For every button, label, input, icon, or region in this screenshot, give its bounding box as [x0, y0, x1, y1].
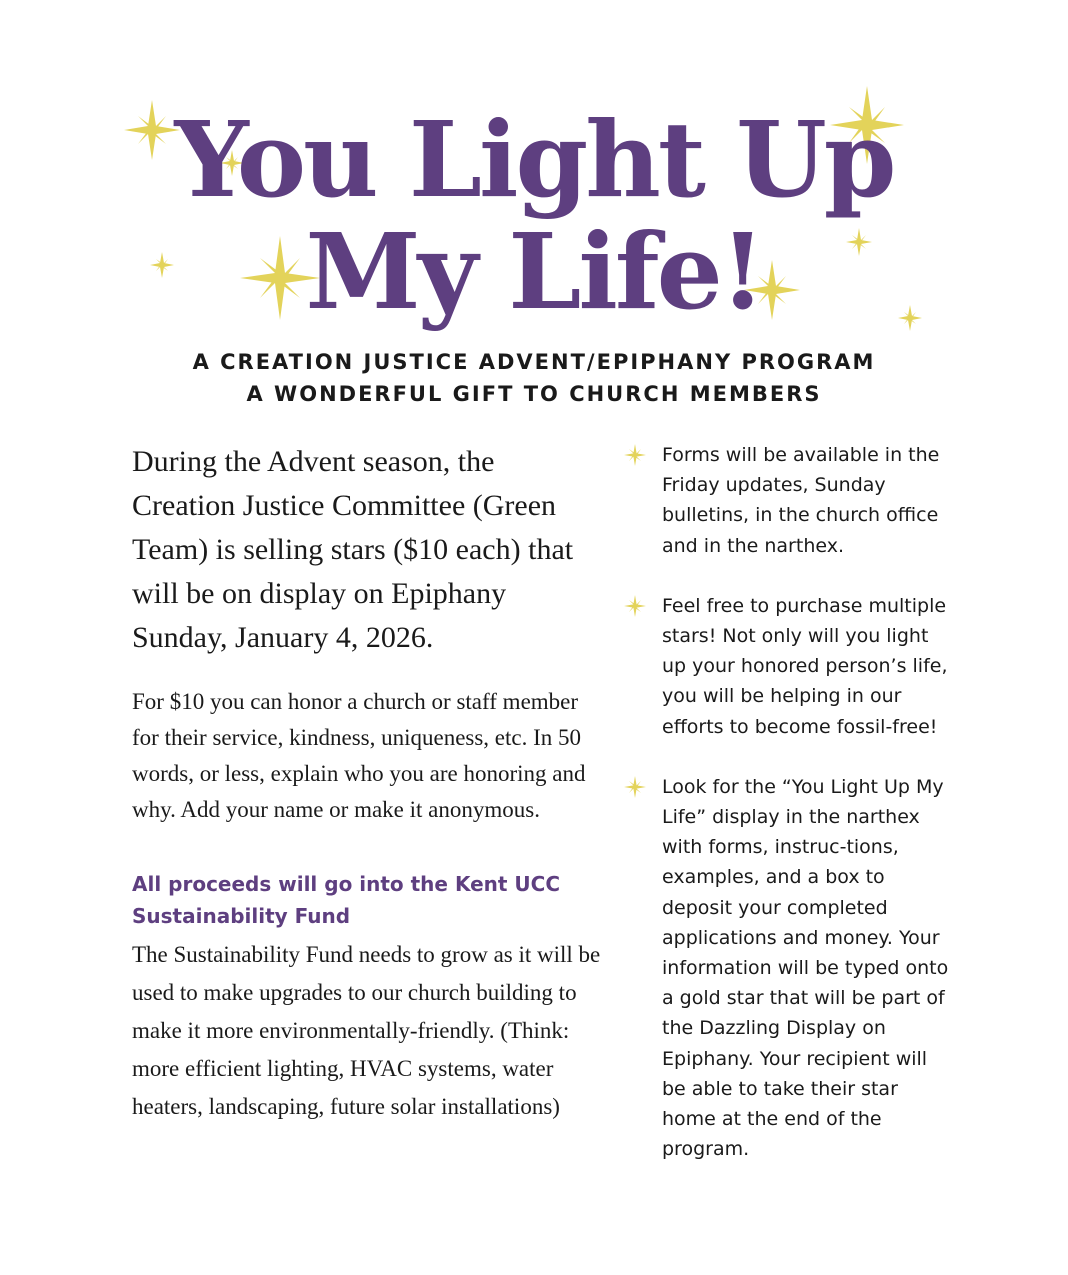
bullet-item	[622, 440, 952, 561]
bullet-text: Look for the “You Light Up My Life” display in the narthex with forms, instruc-tions, examples, and a box to deposit your completed applications and money. Your information will be typed onto a gold star that will be part of the Dazzling Display on Epiphany. Your recipient will be able to take their star home at the end of the program.	[662, 775, 949, 1161]
right-column	[622, 440, 952, 1194]
sparkle-bullet-icon	[624, 444, 646, 466]
title-line-1: You Light Up	[174, 98, 894, 221]
subtitle-line-1: A CREATION JUSTICE ADVENT/EPIPHANY PROGRAM	[192, 350, 876, 374]
bullet-text: Feel free to purchase multiple stars! Not only will you light up your honored person’s life, you will be helping in our efforts to become fossil-free!	[662, 594, 948, 738]
bullet-item	[622, 591, 952, 742]
bullet-text: Forms will be available in the Friday updates, Sunday bulletins, in the church office and in the narthex.	[662, 444, 940, 557]
left-column	[132, 440, 602, 1126]
title-line-2: My Life!	[305, 210, 763, 333]
sparkle-bullet-icon	[624, 595, 646, 617]
fund-paragraph: The Sustainability Fund needs to grow as it will be used to make upgrades to our church building to make it more environmentally-friendly. (Think: more efficient lighting, HVAC systems, water heaters, landscaping, future solar installations)	[132, 942, 601, 1119]
intro-paragraph: During the Advent season, the Creation Justice Committee (Green Team) is selling stars ($10 each) that will be on display on Epiphany Sunday, January 4, 2026.	[132, 445, 574, 654]
fund-heading: All proceeds will go into the Kent UCC Sustainability Fund	[132, 872, 561, 928]
subtitle-line-2: A WONDERFUL GIFT TO CHURCH MEMBERS	[246, 382, 822, 406]
sparkle-bullet-icon	[624, 776, 646, 798]
honor-paragraph: For $10 you can honor a church or staff member for their service, kindness, uniqueness, etc. In 50 words, or less, explain who you are honoring and why. Add your name or make it anonymous.	[132, 689, 586, 822]
bullet-item	[622, 772, 952, 1165]
